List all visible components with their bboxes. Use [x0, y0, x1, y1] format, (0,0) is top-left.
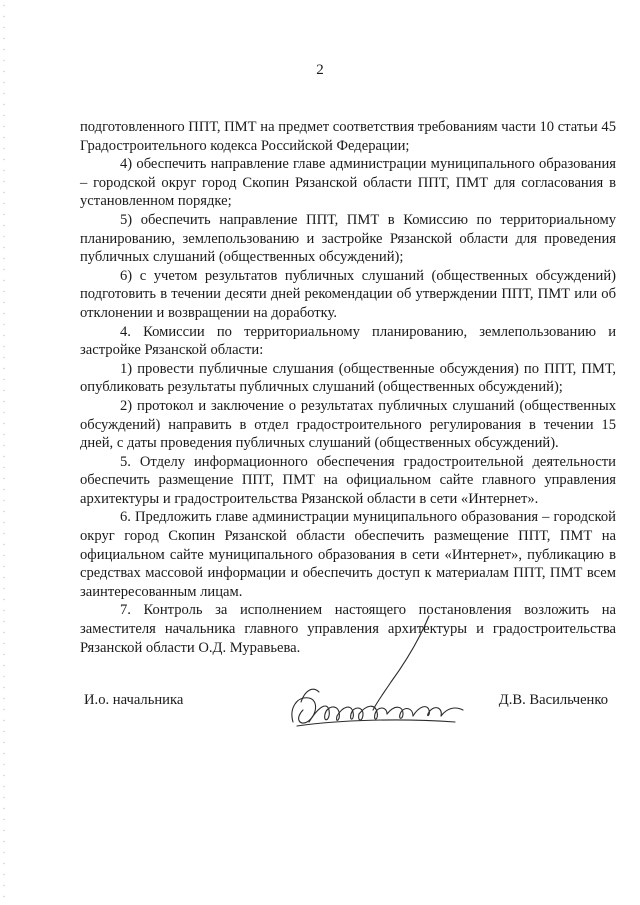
signatory-name: Д.В. Васильченко — [498, 692, 608, 708]
paragraph-section-7: 7. Контроль за исполнением настоящего постановления возложить на заместителя начальника главного управления архитектуры и градостроительства Рязанской области О.Д. Муравьева. — [80, 602, 616, 656]
paragraph-continuation: подготовленного ППТ, ПМТ на предмет соответствия требованиям части 10 статьи 45 Градостроительного кодекса Российской Федерации; — [80, 119, 616, 154]
signatory-position: И.о. начальника — [84, 692, 184, 708]
paragraph-item-6: 6) с учетом результатов публичных слушаний (общественных обсуждений) подготовить в течении десяти дней рекомендации об утверждении ППТ, ПМТ или об отклонении и возвращении на доработку. — [80, 267, 616, 321]
paragraph-sub-2: 2) протокол и заключение о результатах публичных слушаний (общественных обсуждений) направить в отдел градостроительного регулирования в течении 15 дней, с даты проведения публичных слушаний (общественных обсуждений). — [80, 397, 616, 452]
document-body — [80, 118, 616, 657]
paragraph-sub-1: 1) провести публичные слушания (общественные обсуждения) по ППТ, ПМТ, опубликовать результаты публичных слушаний (общественных обсуждений); — [80, 360, 616, 396]
paragraph-section-4: 4. Комиссии по территориальному планированию, землепользованию и застройке Рязанской области: — [80, 323, 616, 359]
page-number: 2 — [316, 62, 324, 78]
scan-edge-dots — [2, 0, 6, 905]
paragraph-section-6: 6. Предложить главе администрации муниципального образования – городской округ город Скопин Рязанской области обеспечить размещение ППТ, ПМТ на официальном сайте муниципального образования в сети «Интернет», публикацию в средствах массовой информации и обеспечить доступ к материалам ППТ, ПМТ всем заинтересованным лицам. — [80, 509, 616, 600]
handwritten-signature — [279, 610, 479, 740]
paragraph-item-4: 4) обеспечить направление главе администрации муниципального образования – городской округ город Скопин Рязанской области ППТ, ПМТ для согласования в установленном порядке; — [80, 156, 616, 210]
paragraph-item-5: 5) обеспечить направление ППТ, ПМТ в Комиссию по территориальному планированию, землепользованию и застройке Рязанской области для проведения публичных слушаний (общественных обсуждений); — [80, 211, 616, 266]
paragraph-section-5: 5. Отделу информационного обеспечения градостроительной деятельности обеспечить размещение ППТ, ПМТ на официальном сайте главного управления архитектуры и градостроительства Рязанской области в сети «Интернет». — [80, 453, 616, 507]
signature-block — [84, 690, 616, 760]
